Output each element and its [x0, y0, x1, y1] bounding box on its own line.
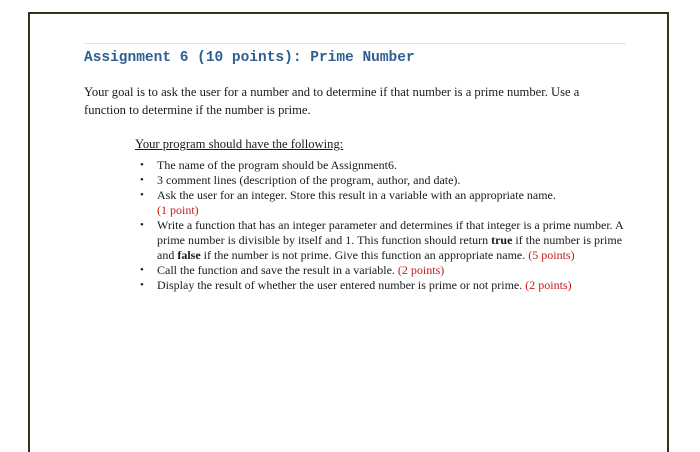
requirements-heading: Your program should have the following:: [135, 137, 344, 151]
list-item: [140, 218, 625, 263]
bullet-icon: •: [140, 264, 144, 276]
list-item: [140, 188, 625, 218]
item-text: Call the function and save the result in a variable.: [157, 263, 395, 277]
list-item: [140, 278, 625, 293]
item-text: The name of the program should be Assignment6.: [157, 158, 397, 172]
item-text: if the number is not prime. Give this function an appropriate name.: [200, 248, 526, 262]
bullet-icon: •: [140, 279, 144, 291]
list-item: [140, 173, 625, 188]
item-text: Write a function that has an integer parameter and determines if that integer is a prime number. A prime number is divisible by itself and 1. This function should return: [157, 218, 624, 247]
bullet-icon: •: [140, 189, 144, 201]
list-item: [140, 263, 625, 278]
list-item: [140, 158, 625, 173]
keyword-false: false: [177, 248, 201, 262]
points-label: (2 points): [397, 263, 445, 277]
item-text: Ask the user for an integer. Store this result in a variable with an appropriate name.: [157, 188, 556, 202]
keyword-true: true: [491, 233, 513, 247]
assignment-title: Assignment 6 (10 points): Prime Number: [84, 50, 415, 66]
item-text: Display the result of whether the user entered number is prime or not prime.: [157, 278, 523, 292]
intro-paragraph: Your goal is to ask the user for a number and to determine if that number is a prime number. Use a function to determine if the number is prime.: [84, 85, 580, 117]
bullet-icon: •: [140, 219, 144, 231]
points-label: (2 points): [525, 278, 572, 292]
points-label: (1 point): [157, 203, 199, 217]
requirements-list: [140, 158, 625, 293]
bullet-icon: •: [140, 174, 144, 186]
points-label: (5 points): [528, 248, 575, 262]
bullet-icon: •: [140, 159, 144, 171]
item-text: if the number is prime and: [157, 233, 623, 262]
item-text: 3 comment lines (description of the program, author, and date).: [157, 173, 461, 187]
top-rule: [84, 43, 626, 44]
